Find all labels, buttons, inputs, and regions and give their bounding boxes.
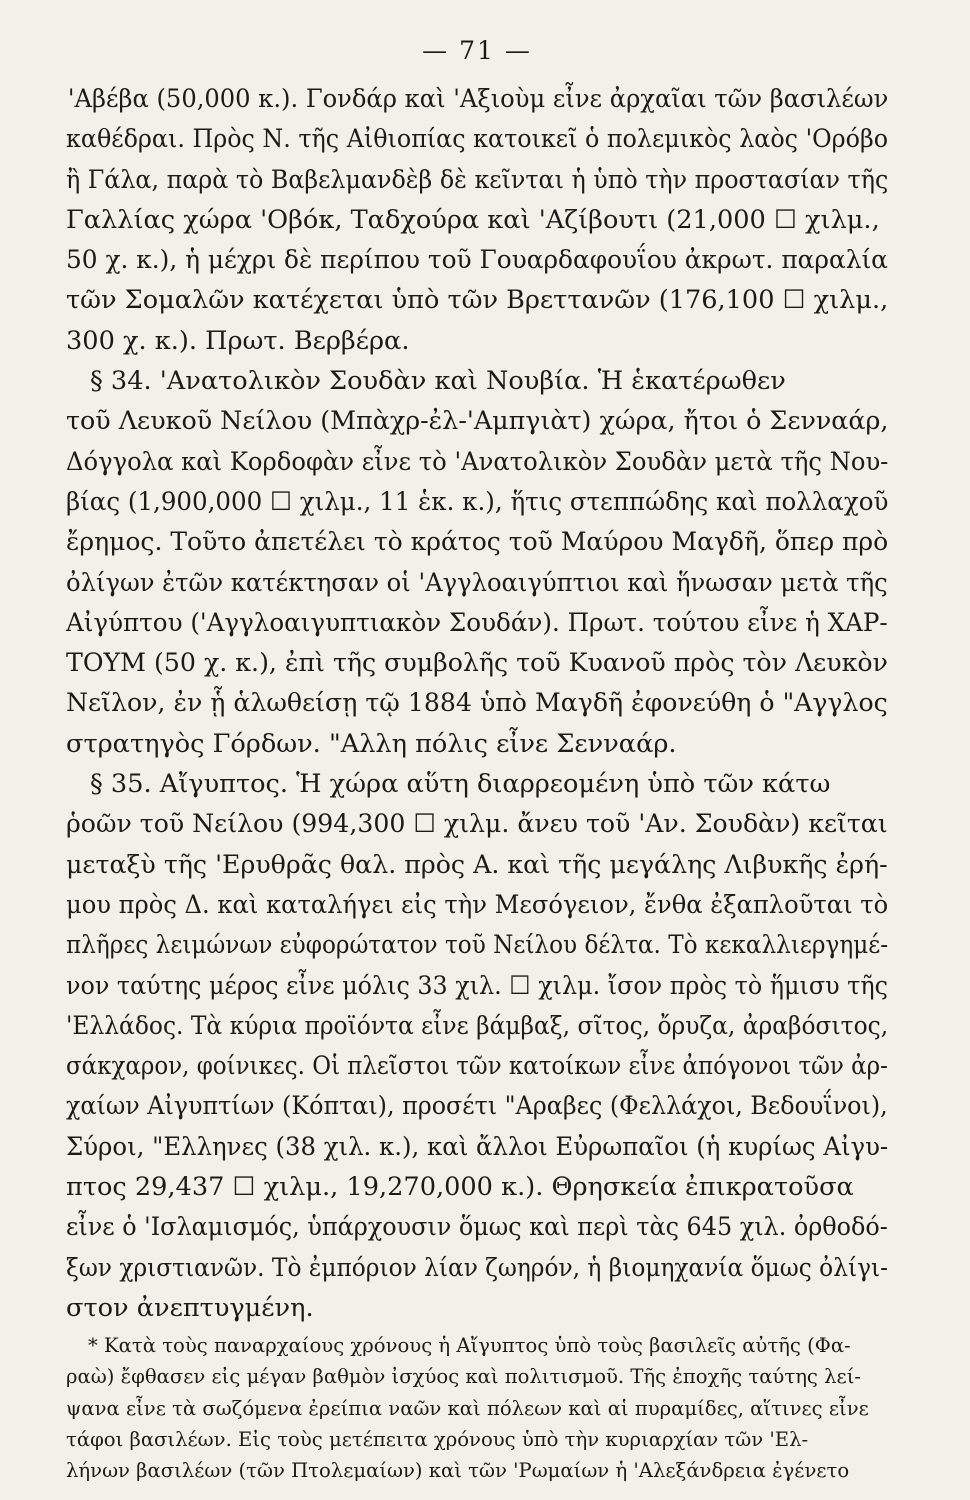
text-line: πλῆρες λειμώνων εὐφορώτατον τοῦ Νείλου δέλτα. Τὸ κεκαλλιεργημέ- — [66, 930, 889, 961]
footnote-line: ραὼ) ἔφθασεν εἰς μέγαν βαθμὸν ἰσχύος καὶ πολιτισμοῦ. Τῆς ἐποχῆς ταύτης λεί- — [66, 1365, 862, 1389]
text-line: ῥοῶν τοῦ Νείλου (994,300 ☐ χιλμ. ἄνευ τοῦ 'Αν. Σουδὰν) κεῖται — [66, 809, 888, 840]
text-line: καθέδραι. Πρὸς Ν. τῆς Αἰθιοπίας κατοικεῖ ὁ πολεμικὸς λαὸς 'Ορόβο — [66, 124, 889, 155]
text-line: μου πρὸς Δ. καὶ καταλήγει εἰς τὴν Μεσόγειον, ἔνθα ἐξαπλοῦται τὸ — [66, 889, 889, 920]
footnote-line: ψανα εἶνε τὰ σωζόμενα ἐρείπια ναῶν καὶ πόλεων καὶ αἱ πυραμίδες, αἵτινες εἶνε — [66, 1396, 869, 1420]
section-heading-34: § 34. 'Ανατολικὸν Σουδὰν καὶ Νουβία. Ἡ ἑκατέρωθεν — [90, 366, 786, 397]
text-line: Σύροι, "Ελληνες (38 χιλ. κ.), καὶ ἄλλοι Εὐρωπαῖοι (ἡ κυρίως Αἰγυ- — [66, 1131, 889, 1162]
text-line: ΤΟΥΜ (50 χ. κ.), ἐπὶ τῆς συμβολῆς τοῦ Κυανοῦ πρὸς τὸν Λευκὸν — [66, 648, 888, 679]
text-line: 300 χ. κ.). Πρωτ. Βερβέρα. — [66, 325, 410, 356]
text-line: ἢ Γάλα, παρὰ τὸ Βαβελμανδὲβ δὲ κεῖνται ἡ ὑπὸ τὴν προστασίαν τῆς — [66, 164, 889, 195]
text-line: νον ταύτης μέρος εἶνε μόλις 33 χιλ. ☐ χιλμ. ἴσον πρὸς τὸ ἥμισυ τῆς — [66, 970, 888, 1001]
text-line: βίας (1,900,000 ☐ χιλμ., 11 ἑκ. κ.), ἥτις στεππώδης καὶ πολλαχοῦ — [66, 486, 889, 517]
text-line: τοῦ Λευκοῦ Νείλου (Μπὰχρ-ἐλ-'Αμπγιὰτ) χώρα, ἤτοι ὁ Σενναάρ, — [66, 406, 889, 437]
text-line: χαίων Αἰγυπτίων (Κόπται), προσέτι "Αραβες (Φελλάχοι, Βεδουΐνοι), — [66, 1091, 888, 1122]
text-line: Γαλλίας χώρα 'Οβόκ, Ταδχούρα καὶ 'Αζίβουτι (21,000 ☐ χιλμ., — [66, 204, 880, 235]
text-line: Δόγγολα καὶ Κορδοφὰν εἶνε τὸ 'Ανατολικὸν Σουδὰν μετὰ τῆς Νου- — [66, 446, 889, 477]
text-line: στρατηγὸς Γόρδων. "Αλλη πόλις εἶνε Σενναάρ. — [66, 728, 677, 759]
footnote — [66, 1330, 888, 1486]
text-line: στον ἀνεπτυγμένη. — [66, 1292, 314, 1323]
section-heading-35: § 35. Αἴγυπτος. Ἡ χώρα αὕτη διαρρεομένη ὑπὸ τῶν κάτω — [90, 769, 831, 800]
footnote-line: * Κατὰ τοὺς παναρχαίους χρόνους ἡ Αἴγυπτος ὑπὸ τοὺς βασιλεῖς αὐτῆς (Φα- — [88, 1334, 851, 1358]
text-line: Νεῖλον, ἐν ᾗ ἁλωθείσῃ τῷ 1884 ὑπὸ Μαγδῆ ἐφονεύθη ὁ "Αγγλος — [66, 688, 888, 719]
text-line: πτος 29,437 ☐ χιλμ., 19,270,000 κ.). Θρησκεία ἐπικρατοῦσα — [66, 1172, 854, 1203]
text-line: ξων χριστιανῶν. Τὸ ἐμπόριον λίαν ζωηρόν, ἡ βιομηχανία ὅμως ὀλίγι- — [66, 1252, 888, 1283]
text-line: ὀλίγων ἐτῶν κατέκτησαν οἱ 'Αγγλοαιγύπτιοι καὶ ἥνωσαν μετὰ τῆς — [66, 567, 888, 598]
footnote-line: τάφοι βασιλέων. Εἰς τοὺς μετέπειτα χρόνους ὑπὸ τὴν κυριαρχίαν τῶν 'Ελ- — [66, 1427, 809, 1451]
text-line: τῶν Σομαλῶν κατέχεται ὑπὸ τῶν Βρεττανῶν (176,100 ☐ χιλμ., — [66, 285, 889, 316]
footnote-line: λήνων βασιλέων (τῶν Πτολεμαίων) καὶ τῶν 'Ρωμαίων ἡ 'Αλεξάνδρεια ἐγένετο — [66, 1458, 850, 1482]
text-line: Αἰγύπτου ('Αγγλοαιγυπτιακὸν Σουδάν). Πρωτ. τούτου εἶνε ἡ ΧΑΡ- — [66, 607, 888, 638]
text-line: εἶνε ὁ 'Ισλαμισμός, ὑπάρχουσιν ὅμως καὶ περὶ τὰς 645 χιλ. ὀρθοδό- — [66, 1212, 888, 1243]
text-line: μεταξὺ τῆς 'Ερυθρᾶς θαλ. πρὸς Α. καὶ τῆς μεγάλης Λιβυκῆς ἐρή- — [66, 849, 888, 880]
page-number: — 71 — — [422, 36, 532, 65]
text-line: σάκχαρον, φοίνικες. Οἱ πλεῖστοι τῶν κατοίκων εἶνε ἀπόγονοι τῶν ἀρ- — [66, 1051, 888, 1082]
main-text — [66, 79, 888, 1328]
text-line: 50 χ. κ.), ἡ μέχρι δὲ περίπου τοῦ Γουαρδαφουΐου ἀκρωτ. παραλία — [66, 245, 888, 276]
text-line: 'Ελλάδος. Τὰ κύρια προϊόντα εἶνε βάμβαξ, σῖτος, ὄρυζα, ἀραβόσιτος, — [66, 1010, 889, 1041]
text-line: 'Αβέβα (50,000 κ.). Γονδάρ καὶ 'Αξιοὺμ εἶνε ἀρχαῖαι τῶν βασιλέων — [67, 84, 889, 114]
text-line: ἔρημος. Τοῦτο ἀπετέλει τὸ κράτος τοῦ Μαύρου Μαγδῆ, ὅπερ πρὸ — [66, 527, 889, 558]
